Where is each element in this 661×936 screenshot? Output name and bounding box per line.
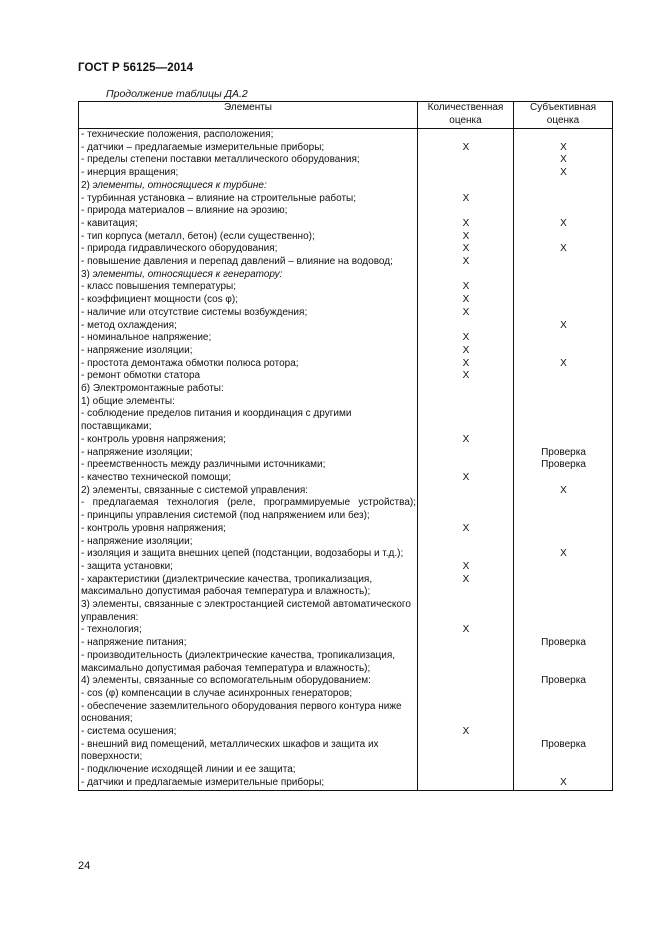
quantitative-mark [418,739,514,764]
element-description: 4) элементы, связанные со вспомогательным оборудованием: [79,675,418,688]
quantitative-mark: X [418,523,514,536]
element-description: - коэффициент мощности (cos φ); [79,294,418,307]
element-description: - контроль уровня напряжения; [79,523,418,536]
element-description: - принципы управления системой (под напряжением или без); [79,510,418,523]
quantitative-mark [418,269,514,282]
table-row [79,688,613,701]
subjective-mark [514,523,613,536]
quantitative-mark: X [418,624,514,637]
quantitative-mark [418,599,514,624]
element-description: - пределы степени поставки металлического оборудования; [79,154,418,167]
table-row [79,447,613,460]
subjective-mark [514,574,613,599]
table-row [79,701,613,726]
element-description: - напряжение изоляции; [79,447,418,460]
table-row [79,510,613,523]
table-row [79,307,613,320]
subjective-mark [514,472,613,485]
subjective-mark: X [514,167,613,180]
subjective-mark: X [514,154,613,167]
element-description: - технические положения, расположения; [79,129,418,142]
quantitative-mark [418,701,514,726]
element-description: - наличие или отсутствие системы возбуждения; [79,307,418,320]
subjective-mark: Проверка [514,675,613,688]
table-row [79,370,613,383]
table-row [79,624,613,637]
element-description: - номинальное напряжение; [79,332,418,345]
quantitative-mark [418,383,514,396]
element-description: 3) элементы, связанные с электростанцией системой автоматического управления: [79,599,418,624]
table-row [79,142,613,155]
element-description: - внешний вид помещений, металлических шкафов и защита их поверхности; [79,739,418,764]
element-description: - природа материалов – влияние на эрозию; [79,205,418,218]
element-description: - напряжение изоляции; [79,345,418,358]
table-row [79,726,613,739]
subjective-mark [514,129,613,142]
subjective-mark [514,256,613,269]
element-description: - обеспечение заземлительного оборудования первого контура ниже основания; [79,701,418,726]
subjective-mark [514,396,613,409]
quantitative-mark: X [418,472,514,485]
quantitative-mark: X [418,370,514,383]
subjective-mark [514,193,613,206]
subjective-mark: X [514,320,613,333]
element-description: - cos (φ) компенсации в случае асинхронных генераторов; [79,688,418,701]
subjective-mark [514,332,613,345]
table-row [79,218,613,231]
element-description: - повышение давления и перепад давлений – влияние на водовод; [79,256,418,269]
subjective-mark: Проверка [514,459,613,472]
quantitative-mark [418,129,514,142]
element-description: - соблюдение пределов питания и координация с другими поставщиками; [79,408,418,433]
table-row [79,523,613,536]
element-description: - предлагаемая технология (реле, программируемые устройства); [79,497,418,510]
quantitative-mark [418,536,514,549]
subjective-mark [514,536,613,549]
quantitative-mark: X [418,345,514,358]
document-code: ГОСТ Р 56125—2014 [78,62,194,74]
quantitative-mark [418,485,514,498]
quantitative-mark [418,396,514,409]
element-description: - природа гидравлического оборудования; [79,243,418,256]
quantitative-mark [418,510,514,523]
quantitative-mark [418,205,514,218]
subjective-mark: X [514,218,613,231]
subjective-mark: Проверка [514,637,613,650]
table-row [79,675,613,688]
quantitative-mark [418,167,514,180]
table-row [79,536,613,549]
quantitative-mark [418,154,514,167]
quantitative-mark [418,320,514,333]
quantitative-mark: X [418,142,514,155]
element-description: - турбинная установка – влияние на строительные работы; [79,193,418,206]
subjective-mark [514,180,613,193]
quantitative-mark: X [418,231,514,244]
table-row [79,485,613,498]
table-row [79,180,613,193]
table-row [79,358,613,371]
element-description: - система осушения; [79,726,418,739]
subjective-mark [514,764,613,777]
section-title: элементы, относящиеся к турбине: [92,179,267,191]
subjective-mark [514,231,613,244]
table-row [79,472,613,485]
element-description: - датчики и предлагаемые измерительные приборы; [79,777,418,790]
table-row [79,650,613,675]
element-description: - простота демонтажа обмотки полюса ротора; [79,358,418,371]
quantitative-mark: X [418,218,514,231]
element-description: 1) общие элементы: [79,396,418,409]
element-description: - кавитация; [79,218,418,231]
element-description: - изоляция и защита внешних цепей (подстанции, водозаборы и т.д.); [79,548,418,561]
table-header-row [79,102,613,129]
table-row [79,777,613,790]
element-description [79,269,418,282]
element-description: б) Электромонтажные работы: [79,383,418,396]
table-row [79,256,613,269]
element-description: 2) элементы, связанные с системой управления: [79,485,418,498]
quantitative-mark: X [418,358,514,371]
table-row [79,764,613,777]
quantitative-mark: X [418,574,514,599]
table-row [79,231,613,244]
quantitative-mark: X [418,256,514,269]
section-number: 3) [81,268,93,280]
quantitative-mark [418,497,514,510]
table-row [79,497,613,510]
quantitative-mark: X [418,281,514,294]
subjective-mark: Проверка [514,447,613,460]
subjective-mark [514,561,613,574]
subjective-mark [514,688,613,701]
page-number: 24 [78,860,91,872]
quantitative-mark [418,548,514,561]
quantitative-mark [418,447,514,460]
quantitative-mark [418,675,514,688]
table-row [79,243,613,256]
table-row [79,408,613,433]
table-row [79,269,613,282]
table-row [79,167,613,180]
subjective-mark [514,650,613,675]
subjective-mark: X [514,548,613,561]
subjective-mark: Проверка [514,739,613,764]
table-row [79,205,613,218]
quantitative-mark [418,777,514,790]
subjective-mark [514,624,613,637]
quantitative-mark [418,408,514,433]
element-description: - характеристики (диэлектрические качества, тропикализация, максимально допустимая рабочая температура и влажность); [79,574,418,599]
table-row [79,345,613,358]
quantitative-mark: X [418,726,514,739]
element-description: - защита установки; [79,561,418,574]
quantitative-mark [418,459,514,472]
subjective-mark [514,383,613,396]
subjective-mark [514,510,613,523]
column-header-quantitative: Количественная оценка [418,102,514,129]
column-header-elements: Элементы [79,102,418,129]
subjective-mark [514,294,613,307]
table-row [79,459,613,472]
quantitative-mark [418,650,514,675]
quantitative-mark [418,688,514,701]
element-description: - класс повышения температуры; [79,281,418,294]
element-description: - контроль уровня напряжения; [79,434,418,447]
element-description: - подключение исходящей линии и ее защита; [79,764,418,777]
subjective-mark [514,307,613,320]
subjective-mark [514,701,613,726]
subjective-mark [514,269,613,282]
subjective-mark: X [514,243,613,256]
table-row [79,281,613,294]
element-description: - производительность (диэлектрические качества, тропикализация, максимально допустимая рабочая температура и влажность); [79,650,418,675]
subjective-mark [514,434,613,447]
table-row [79,574,613,599]
element-description: - метод охлаждения; [79,320,418,333]
element-description: - напряжение изоляции; [79,536,418,549]
table-caption: Продолжение таблицы ДА.2 [106,88,248,100]
table-row [79,739,613,764]
quantitative-mark: X [418,332,514,345]
quantitative-mark: X [418,434,514,447]
subjective-mark [514,726,613,739]
element-description: - качество технической помощи; [79,472,418,485]
quantitative-mark: X [418,307,514,320]
element-description [79,180,418,193]
subjective-mark: X [514,142,613,155]
subjective-mark [514,281,613,294]
quantitative-mark [418,637,514,650]
table-row [79,294,613,307]
element-description: - тип корпуса (металл, бетон) (если существенно); [79,231,418,244]
table-row [79,396,613,409]
subjective-mark [514,205,613,218]
subjective-mark [514,497,613,510]
assessment-table [78,101,613,791]
element-description: - инерция вращения; [79,167,418,180]
element-description: - преемственность между различными источниками; [79,459,418,472]
subjective-mark [514,408,613,433]
table-row [79,320,613,333]
table-row [79,129,613,142]
table-row [79,561,613,574]
section-number: 2) [81,179,93,191]
table-row [79,193,613,206]
element-description: - технология; [79,624,418,637]
table-row [79,637,613,650]
subjective-mark [514,345,613,358]
subjective-mark: X [514,358,613,371]
subjective-mark: X [514,485,613,498]
table-row [79,548,613,561]
table-row [79,154,613,167]
subjective-mark [514,370,613,383]
quantitative-mark: X [418,561,514,574]
quantitative-mark: X [418,294,514,307]
element-description: - напряжение питания; [79,637,418,650]
quantitative-mark: X [418,193,514,206]
quantitative-mark [418,764,514,777]
subjective-mark [514,599,613,624]
quantitative-mark [418,180,514,193]
table-row [79,599,613,624]
table-row [79,332,613,345]
table-row [79,383,613,396]
element-description: - ремонт обмотки статора [79,370,418,383]
table-row [79,434,613,447]
column-header-subjective: Субъективная оценка [514,102,613,129]
quantitative-mark: X [418,243,514,256]
element-description: - датчики – предлагаемые измерительные приборы; [79,142,418,155]
section-title: элементы, относящиеся к генератору: [92,268,283,280]
subjective-mark: X [514,777,613,790]
